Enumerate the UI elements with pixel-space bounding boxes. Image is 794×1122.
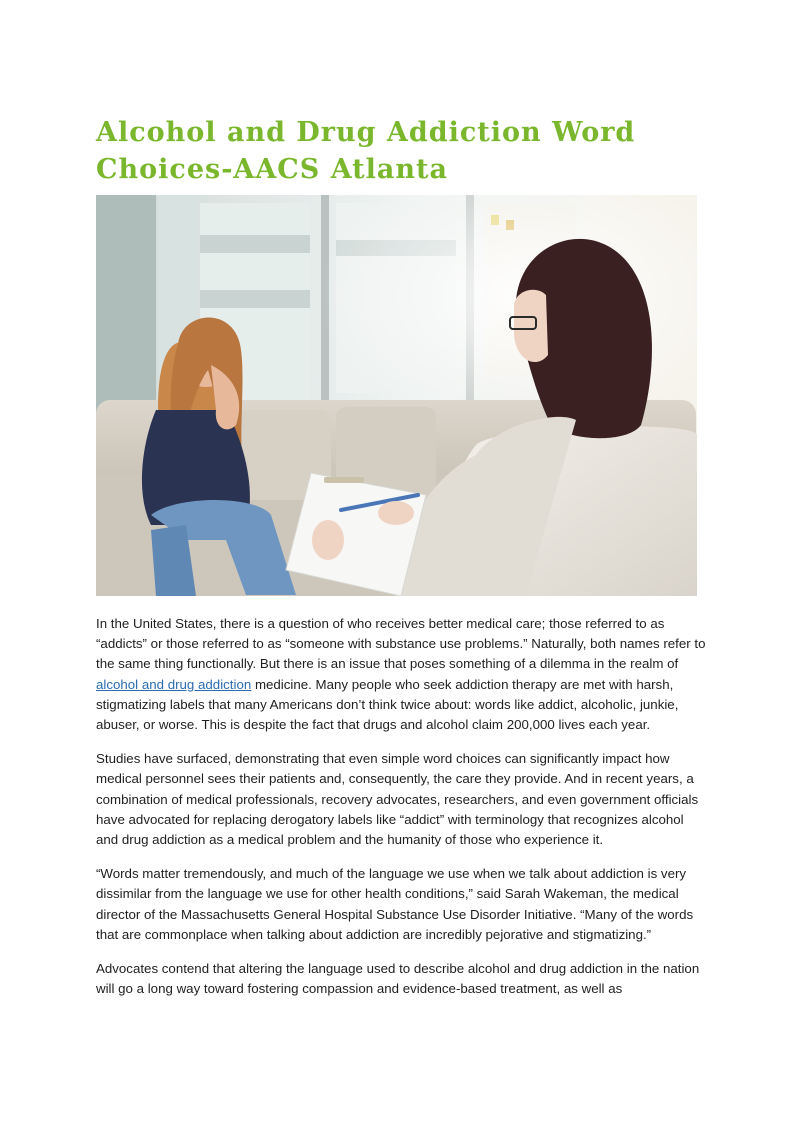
- paragraph-intro-text-start: In the United States, there is a question of who receives better medical care; those referred to as “addicts” or those referred to as “someone with substance use problems.” Naturally, both names refer to the same thing functionally. But there is an issue that poses something of a dilemma in the realm of: [96, 616, 706, 672]
- paragraph-advocates: Advocates contend that altering the language used to describe alcohol and drug addiction in the nation will go a long way toward fostering compassion and evidence-based treatment, as well as: [96, 961, 700, 997]
- alcohol-drug-addiction-link[interactable]: alcohol and drug addiction: [96, 676, 252, 692]
- document-title: Alcohol and Drug Addiction Word Choices-AACS Atlanta: [96, 117, 636, 185]
- paragraph-quote: “Words matter tremendously, and much of the language we use when we talk about addiction is very dissimilar from the language we use for other health conditions,” said Sarah Wakeman, the medical director of the Massachusetts General Hospital Substance Use Disorder Initiative. “Many of the words that are commonplace when talking about addiction are incredibly pejorative and stigmatizing.”: [96, 866, 694, 942]
- article-photo: [96, 195, 697, 596]
- article-body: [96, 614, 708, 1013]
- paragraph-intro-text-end: medicine. Many people who seek addiction therapy are met with harsh, stigmatizing labels that many Americans don’t think twice about: words like addict, alcoholic, junkie, abuser, or worse. This is despite the fact that drugs and alcohol claim 200,000 lives each year.: [96, 676, 679, 733]
- therapy-session-illustration: [96, 195, 697, 596]
- paragraph-studies: Studies have surfaced, demonstrating that even simple word choices can significantly impact how medical personnel sees their patients and, consequently, the care they provide. And in recent years, a combination of medical professionals, recovery advocates, researchers, and even government officials have advocated for replacing derogatory labels like “addict” with terminology that recognizes alcohol and drug addiction as a medical problem and the humanity of those who experience it.: [96, 751, 699, 848]
- paragraph-intro: [96, 614, 708, 735]
